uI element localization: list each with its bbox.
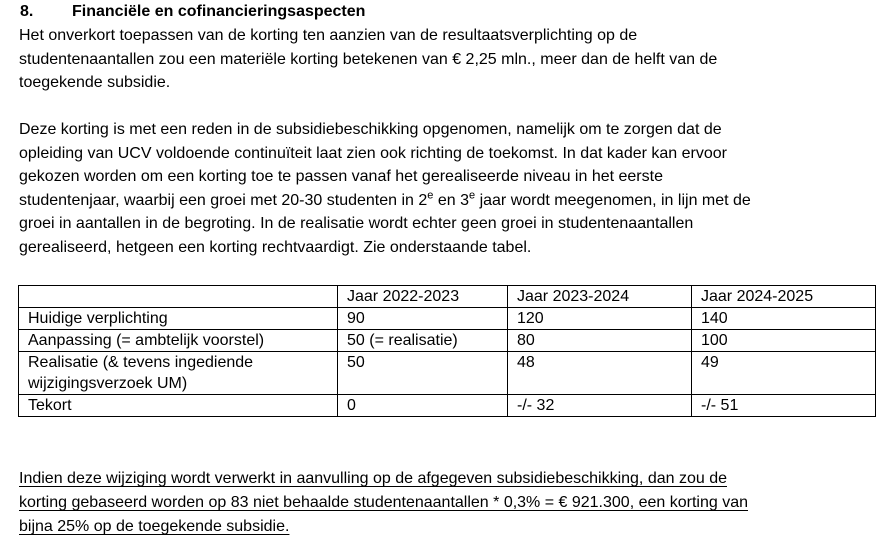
table-cell: Huidige verplichting	[19, 308, 338, 330]
text-line: gekozen worden om een korting toe te passen vanaf het gerealiseerde niveau in het eerste	[19, 168, 663, 185]
table-cell: -/- 51	[692, 395, 876, 417]
text-segment: en 3	[433, 191, 469, 209]
section-title: Financiële en cofinancieringsaspecten	[72, 3, 366, 20]
table-cell: 49	[692, 352, 876, 395]
table-row	[19, 330, 876, 352]
underlined-text-line: Indien deze wijziging wordt verwerkt in aanvulling op de afgegeven subsidiebeschikking, dan zou de	[19, 470, 727, 487]
table-cell: Realisatie (& tevens ingediende wijzigingsverzoek UM)	[19, 352, 338, 395]
table-header-cell	[19, 286, 338, 308]
table-cell: -/- 32	[508, 395, 692, 417]
text-segment: studentenjaar, waarbij een groei met 20-30 studenten in 2	[19, 191, 428, 209]
table-row	[19, 395, 876, 417]
superscript: e	[469, 189, 476, 202]
table-cell: 80	[508, 330, 692, 352]
table-row	[19, 352, 876, 395]
table-cell: 100	[692, 330, 876, 352]
section-heading	[20, 1, 365, 23]
table-header-cell: Jaar 2024-2025	[692, 286, 876, 308]
table-cell: 140	[692, 308, 876, 330]
table-header-cell: Jaar 2023-2024	[508, 286, 692, 308]
student-numbers-table	[18, 285, 876, 417]
text-line: studentenaantallen zou een materiële korting betekenen van € 2,25 mln., meer dan de helft van de	[19, 50, 718, 68]
table-cell: 48	[508, 352, 692, 395]
table-cell: Aanpassing (= ambtelijk voorstel)	[19, 330, 338, 352]
table-cell: 50	[338, 352, 508, 395]
table-header-row	[19, 286, 876, 308]
text-line-with-superscripts	[19, 189, 881, 213]
paragraph-korting-impact	[19, 24, 881, 95]
paragraph-korting-reason	[19, 118, 881, 259]
paragraph-conclusion	[19, 467, 881, 539]
section-number: 8.	[20, 3, 34, 20]
underlined-text-line: bijna 25% op de toegekende subsidie.	[19, 518, 290, 535]
underlined-text-line: korting gebaseerd worden op 83 niet behaalde studentenaantallen * 0,3% = € 921.300, een korting van	[19, 494, 748, 511]
table-cell: 0	[338, 395, 508, 417]
table-cell: 90	[338, 308, 508, 330]
superscript: e	[427, 189, 434, 202]
text-segment: jaar wordt meegenomen, in lijn met de	[475, 191, 751, 209]
table-row	[19, 308, 876, 330]
table-cell: Tekort	[19, 395, 338, 417]
table-cell: 120	[508, 308, 692, 330]
text-line: Het onverkort toepassen van de korting ten aanzien van de resultaatsverplichting op de	[19, 27, 638, 44]
text-line: toegekende subsidie.	[19, 74, 171, 91]
table-cell: 50 (= realisatie)	[338, 330, 508, 352]
table-header-cell: Jaar 2022-2023	[338, 286, 508, 308]
text-line: gerealiseerd, hetgeen een korting rechtvaardigt. Zie onderstaande tabel.	[19, 238, 532, 256]
text-line: opleiding van UCV voldoende continuïteit laat zien ook richting de toekomst. In dat kader kan ervoor	[19, 144, 727, 162]
text-line: Deze korting is met een reden in de subsidiebeschikking opgenomen, namelijk om te zorgen dat de	[19, 121, 722, 138]
text-line: groei in aantallen in de begroting. In de realisatie wordt echter geen groei in studentenaantallen	[19, 215, 694, 232]
